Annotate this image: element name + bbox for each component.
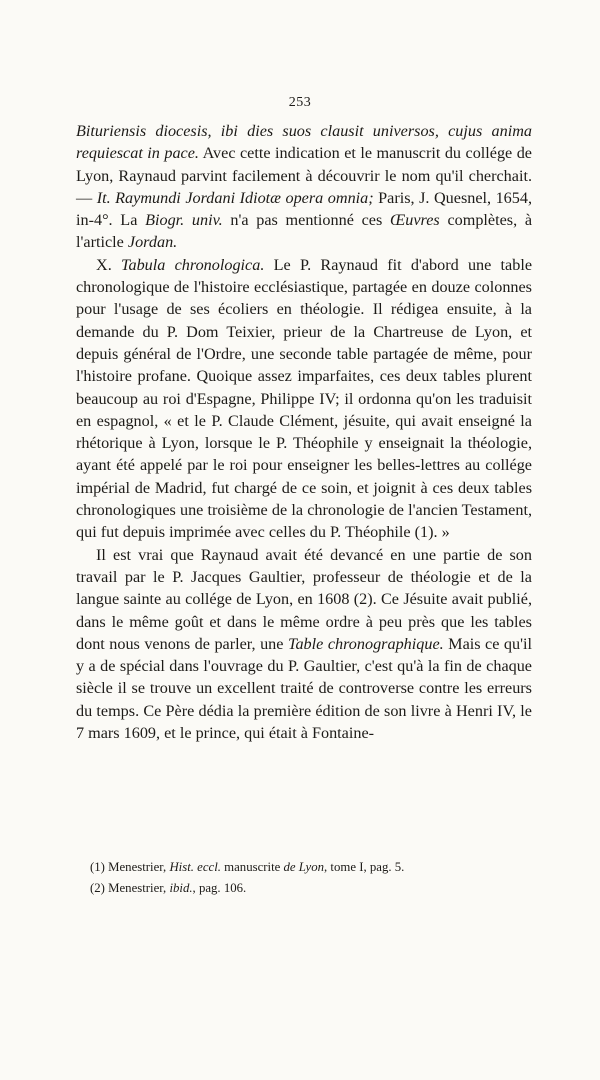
text-run: X. xyxy=(96,255,121,274)
text-run: Paris, J. Quesnel, 1654, in-4°. La xyxy=(76,188,533,230)
text-run: manuscrite xyxy=(220,860,284,874)
italic-run: It. Raymundi Jordani Idiotæ opera omnia; xyxy=(96,188,374,207)
italic-run: de Lyon xyxy=(283,860,325,874)
text-run: Mais ce qu'il y a de spécial dans l'ouvrage du P. Gaultier, c'est qu'à la fin de chaque siècle il se trouve un excellent traité de controverse contre les erreurs du temps. Ce Père dédia la première édition de son livre à Henri IV, le 7 mars 1609, et le prince, qui était à Fontaine- xyxy=(76,634,532,743)
italic-run: Biogr. univ. xyxy=(145,211,223,230)
text-run: Il est vrai que Raynaud avait été devancé en une partie de son travail par le P. Jacques Gaultier, professeur de théologie et de la langue sainte au collége de Lyon, en 1608 (2). Ce Jésuite avait publié, dans le même goût et dans le même ordre à peu près que les tables dont nous venons de parler, une xyxy=(76,545,532,653)
text-run: (1) Menestrier, xyxy=(90,860,170,874)
text-run: , tome I, pag. 5. xyxy=(324,860,405,874)
paragraph-tabula-chronologica xyxy=(76,254,532,544)
text-run: , pag. 106. xyxy=(192,881,247,895)
paragraph-continuation xyxy=(76,120,532,254)
italic-run: Œuvres xyxy=(389,211,440,230)
italic-run: Jordan. xyxy=(127,233,178,252)
italic-run: Hist. eccl. xyxy=(169,860,221,874)
text-run: Le P. Raynaud fit d'abord une table chronologique de l'histoire ecclésiastique, partagée en douze colonnes pour l'usage de ses écoliers en théologie. Il rédigea ensuite, à la demande du P. Dom Teixier, prieur de la Chartreuse de Lyon, et depuis général de l'Ordre, une seconde table partagée de même, pour l'histoire profane. Quoique assez imparfaites, ces deux tables plurent beaucoup au roi d'Espagne, Philippe IV; il ordonna qu'on les traduisit en espagnol, « et le P. Claude Clément, jésuite, qui avait enseigné la rhétorique à Lyon, lorsque le P. Théophile y enseignait la théologie, ayant été appelé par le roi pour enseigner les belles-lettres au collége impérial de Madrid, fut chargé de ce soin, et joignit à ces deux tables chronologiques une troisième de la chronologie de l'ancien Testament, qui fut depuis imprimée avec celles du P. Théophile (1). » xyxy=(76,255,533,542)
text-run: Avec cette indication et le manuscrit du collége de Lyon, Raynaud parvint facilement à découvrir le nom qu'il cherchait. — xyxy=(76,144,532,207)
italic-run: Bituriensis diocesis, ibi dies suos clausit universos, cujus anima requiescat in pace. xyxy=(76,122,532,163)
italic-run: Table chronographique. xyxy=(287,634,444,653)
text-run: (2) Menestrier, xyxy=(90,881,170,895)
text-run: complètes, à l'article xyxy=(76,211,533,252)
page-number: 253 xyxy=(288,95,312,110)
text-run: n'a pas mentionné ces xyxy=(222,211,390,230)
paragraph-gaultier xyxy=(76,544,532,745)
footnotes xyxy=(90,857,530,899)
footnote-1 xyxy=(90,857,530,878)
italic-run: Tabula chronologica. xyxy=(120,255,265,274)
italic-run: ibid. xyxy=(169,881,193,895)
body-text xyxy=(76,120,532,744)
footnote-2 xyxy=(90,878,530,899)
